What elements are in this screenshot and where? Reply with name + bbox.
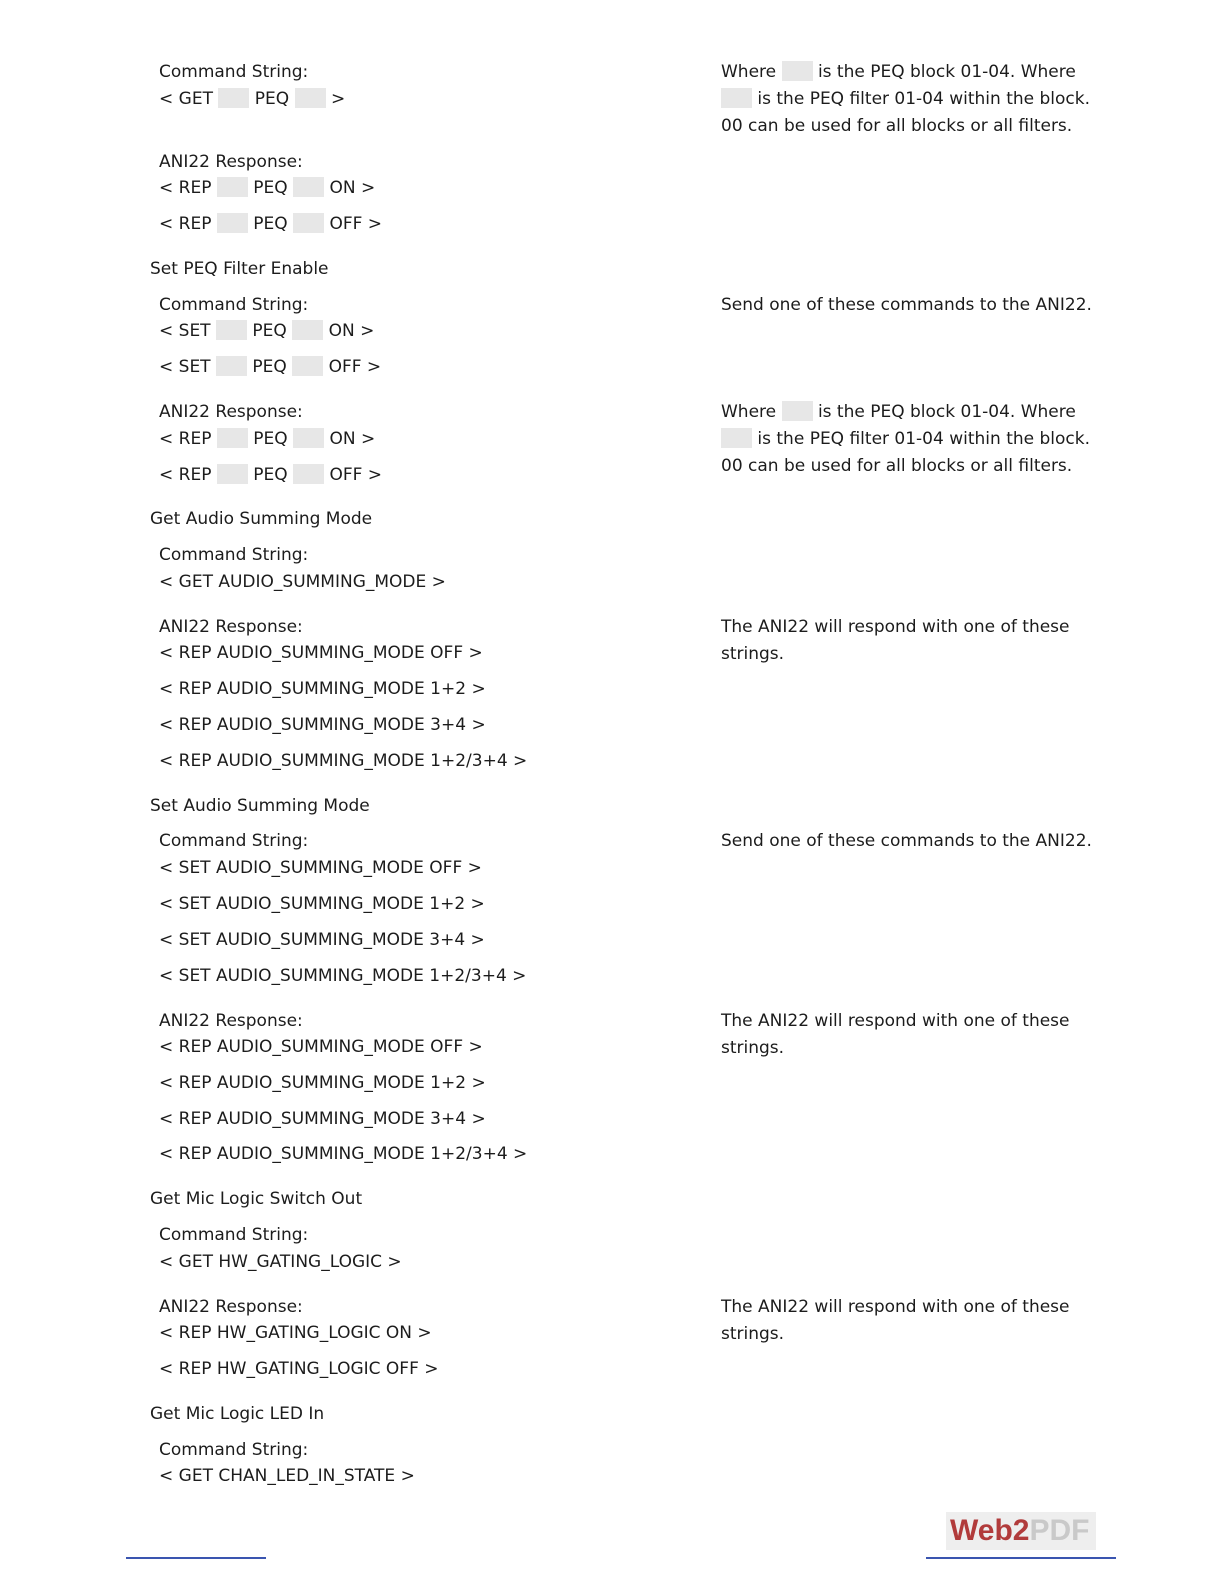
note-line: strings. <box>721 644 785 664</box>
placeholder-box <box>721 428 752 448</box>
note-part: is the PEQ block 01-04. Where <box>817 402 1076 422</box>
command-string-label: Command String: <box>159 1225 309 1245</box>
cmd-part: PEQ <box>253 429 288 449</box>
footer-divider <box>126 1557 266 1559</box>
command-string <box>159 88 345 110</box>
command-string: < SET AUDIO_SUMMING_MODE OFF > <box>159 858 482 878</box>
command-string-label: Command String: <box>159 295 309 315</box>
note-part: Where <box>721 62 777 82</box>
placeholder-box <box>217 213 248 233</box>
response-string <box>159 464 382 486</box>
cmd-part: OFF > <box>329 214 383 234</box>
cmd-part: > <box>330 89 346 109</box>
response-string: < REP AUDIO_SUMMING_MODE 3+4 > <box>159 1109 486 1129</box>
command-string: < GET AUDIO_SUMMING_MODE > <box>159 572 446 592</box>
placeholder-box <box>721 88 752 108</box>
placeholder-box <box>217 428 248 448</box>
note-line <box>721 401 1076 423</box>
cmd-part: ON > <box>329 429 376 449</box>
response-label: ANI22 Response: <box>159 152 303 172</box>
cmd-part: < GET <box>159 89 213 109</box>
placeholder-box <box>292 320 323 340</box>
section-heading: Get Audio Summing Mode <box>150 509 373 529</box>
note-line: The ANI22 will respond with one of these <box>721 1011 1070 1031</box>
note-line <box>721 88 1090 110</box>
cmd-part: < REP <box>159 214 212 234</box>
note-part: is the PEQ filter 01-04 within the block. <box>757 429 1091 449</box>
command-string: < GET CHAN_LED_IN_STATE > <box>159 1466 415 1486</box>
command-string <box>159 320 374 342</box>
note-line <box>721 61 1076 83</box>
footer-divider <box>926 1557 1116 1559</box>
cmd-part: < REP <box>159 429 212 449</box>
cmd-part: PEQ <box>253 178 288 198</box>
cmd-part: PEQ <box>253 465 288 485</box>
placeholder-box <box>218 88 249 108</box>
section-heading: Get Mic Logic LED In <box>150 1404 325 1424</box>
note-line: 00 can be used for all blocks or all filters. <box>721 116 1073 136</box>
response-label: ANI22 Response: <box>159 1297 303 1317</box>
placeholder-box <box>293 428 324 448</box>
placeholder-box <box>293 177 324 197</box>
response-string <box>159 213 382 235</box>
note-line: Send one of these commands to the ANI22. <box>721 831 1092 851</box>
placeholder-box <box>782 61 813 81</box>
placeholder-box <box>217 177 248 197</box>
note-part: is the PEQ block 01-04. Where <box>817 62 1076 82</box>
note-part: is the PEQ filter 01-04 within the block. <box>757 89 1091 109</box>
response-label: ANI22 Response: <box>159 402 303 422</box>
note-part: Where <box>721 402 777 422</box>
cmd-part: < REP <box>159 465 212 485</box>
note-line: Send one of these commands to the ANI22. <box>721 295 1092 315</box>
cmd-part: < REP <box>159 178 212 198</box>
cmd-part: PEQ <box>254 89 290 109</box>
placeholder-box <box>782 401 813 421</box>
response-string: < REP AUDIO_SUMMING_MODE OFF > <box>159 643 483 663</box>
placeholder-box <box>292 356 323 376</box>
cmd-part: OFF > <box>329 465 383 485</box>
response-string: < REP AUDIO_SUMMING_MODE 1+2 > <box>159 679 486 699</box>
command-string: < SET AUDIO_SUMMING_MODE 1+2 > <box>159 894 485 914</box>
response-string <box>159 177 375 199</box>
command-string: < GET HW_GATING_LOGIC > <box>159 1252 402 1272</box>
command-string-label: Command String: <box>159 545 309 565</box>
web2pdf-logo <box>946 1512 1096 1550</box>
cmd-part: PEQ <box>252 321 287 341</box>
cmd-part: PEQ <box>253 214 288 234</box>
response-string <box>159 428 375 450</box>
command-string-label: Command String: <box>159 1440 309 1460</box>
command-string-label: Command String: <box>159 62 309 82</box>
command-string-label: Command String: <box>159 831 309 851</box>
cmd-part: < SET <box>159 357 211 377</box>
response-string: < REP HW_GATING_LOGIC ON > <box>159 1323 432 1343</box>
cmd-part: ON > <box>328 321 375 341</box>
response-string: < REP HW_GATING_LOGIC OFF > <box>159 1359 439 1379</box>
logo-text: Web2 <box>950 1514 1030 1547</box>
command-string <box>159 356 381 378</box>
section-heading: Set PEQ Filter Enable <box>150 259 329 279</box>
command-string: < SET AUDIO_SUMMING_MODE 1+2/3+4 > <box>159 966 527 986</box>
logo-text: PDF <box>1029 1514 1090 1547</box>
section-heading: Set Audio Summing Mode <box>150 796 370 816</box>
note-line <box>721 428 1090 450</box>
placeholder-box <box>217 464 248 484</box>
cmd-part: ON > <box>329 178 376 198</box>
command-string: < SET AUDIO_SUMMING_MODE 3+4 > <box>159 930 485 950</box>
response-string: < REP AUDIO_SUMMING_MODE OFF > <box>159 1037 483 1057</box>
response-string: < REP AUDIO_SUMMING_MODE 1+2/3+4 > <box>159 751 528 771</box>
note-line: 00 can be used for all blocks or all filters. <box>721 456 1073 476</box>
cmd-part: < SET <box>159 321 211 341</box>
response-string: < REP AUDIO_SUMMING_MODE 1+2 > <box>159 1073 486 1093</box>
placeholder-box <box>293 213 324 233</box>
note-line: The ANI22 will respond with one of these <box>721 617 1070 637</box>
cmd-part: OFF > <box>328 357 382 377</box>
section-heading: Get Mic Logic Switch Out <box>150 1189 363 1209</box>
placeholder-box <box>216 356 247 376</box>
placeholder-box <box>293 464 324 484</box>
note-line: strings. <box>721 1324 785 1344</box>
note-line: The ANI22 will respond with one of these <box>721 1297 1070 1317</box>
cmd-part: PEQ <box>252 357 287 377</box>
response-label: ANI22 Response: <box>159 617 303 637</box>
response-string: < REP AUDIO_SUMMING_MODE 1+2/3+4 > <box>159 1144 528 1164</box>
response-string: < REP AUDIO_SUMMING_MODE 3+4 > <box>159 715 486 735</box>
placeholder-box <box>295 88 326 108</box>
placeholder-box <box>216 320 247 340</box>
note-line: strings. <box>721 1038 785 1058</box>
response-label: ANI22 Response: <box>159 1011 303 1031</box>
